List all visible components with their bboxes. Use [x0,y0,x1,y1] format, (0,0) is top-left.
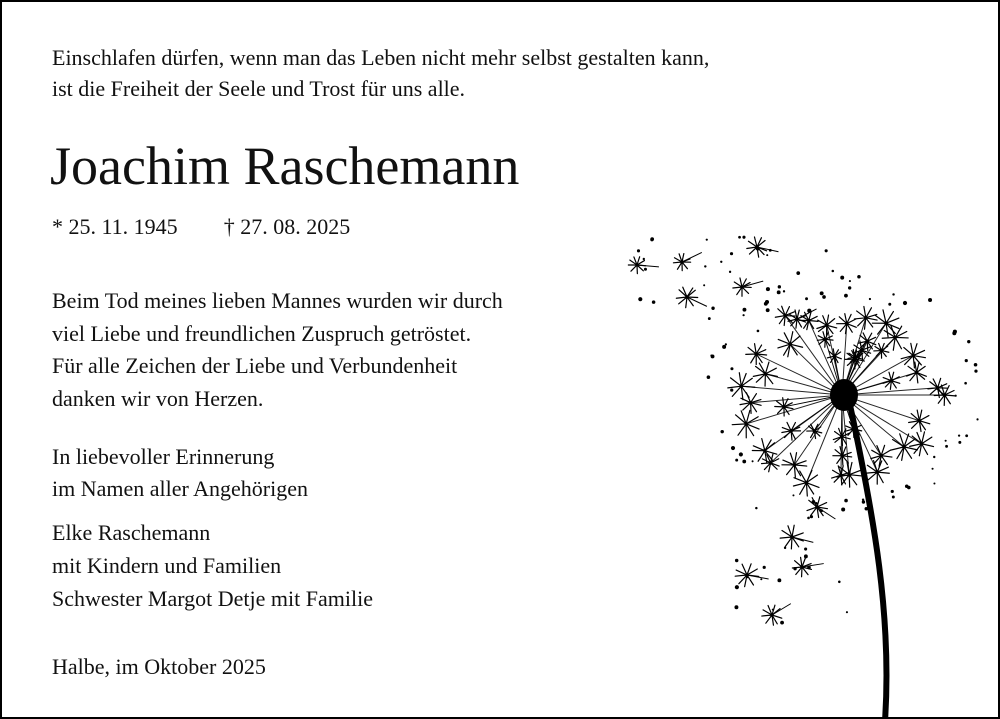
thanks-line: Für alle Zeichen der Liebe und Verbundenheit [52,353,458,378]
thanks-text [52,285,503,415]
memory-line: im Namen aller Angehörigen [52,476,308,501]
family-signatures [52,516,373,615]
dandelion-icon [602,217,1000,719]
thanks-line: viel Liebe und freundlichen Zuspruch getröstet. [52,320,472,346]
birth-date: * 25. 11. 1945 [52,214,178,239]
memory-text [52,441,308,505]
family-line: Elke Raschemann [52,520,211,545]
place-date: Halbe, im Oktober 2025 [52,654,266,679]
family-line: mit Kindern und Familien [52,553,282,578]
poem-quote [52,42,709,104]
family-line: Schwester Margot Detje mit Familie [52,586,373,611]
thanks-line: Beim Tod meines lieben Mannes wurden wir durch [52,288,503,313]
memory-line: In liebevoller Erinnerung [52,444,275,469]
poem-line: Einschlafen dürfen, wenn man das Leben nicht mehr selbst gestalten kann, [52,45,710,70]
life-dates [52,212,350,242]
poem-line: ist die Freiheit der Seele und Trost für uns alle. [52,76,466,101]
deceased-name: Joachim Raschemann [50,136,520,196]
thanks-line: danken wir von Herzen. [52,385,264,411]
death-date: † 27. 08. 2025 [223,214,351,239]
